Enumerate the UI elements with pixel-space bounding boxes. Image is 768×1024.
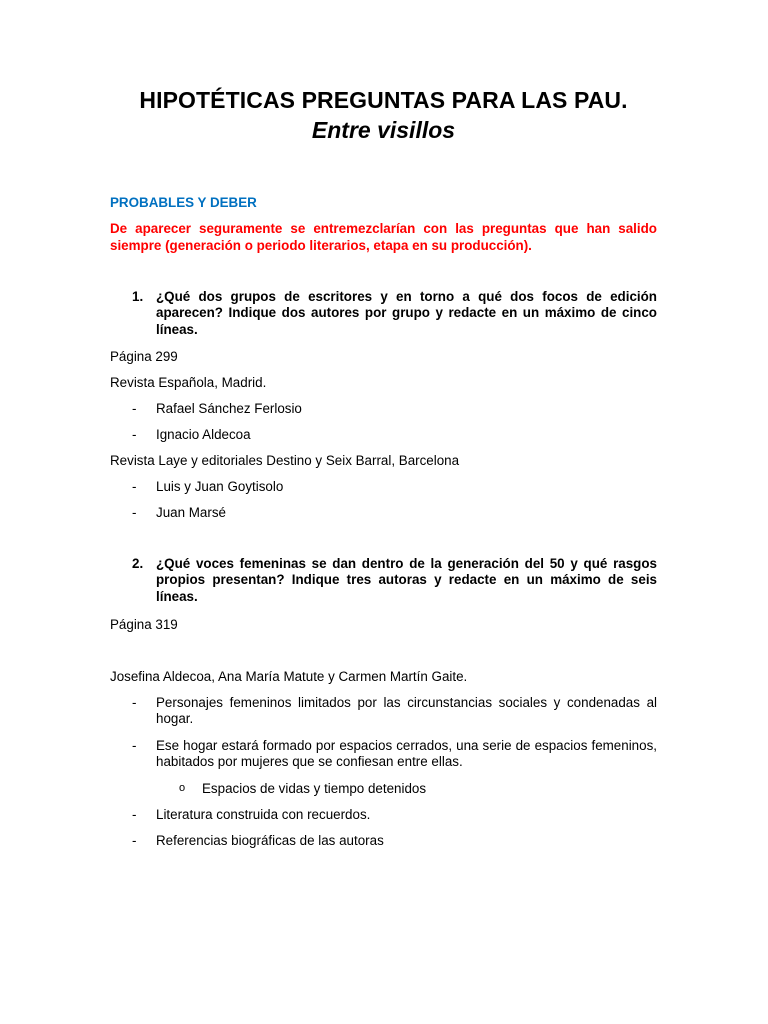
question-1 xyxy=(132,289,657,338)
list-item-text: Juan Marsé xyxy=(156,505,226,520)
list-item xyxy=(132,479,657,495)
bullet-dash: - xyxy=(132,695,137,710)
list-item xyxy=(132,807,657,823)
list-item-text: Referencias biográficas de las autoras xyxy=(156,833,384,848)
sub-list-item xyxy=(179,780,426,797)
list-item-text: Ignacio Aldecoa xyxy=(156,427,251,442)
document-subtitle: Entre visillos xyxy=(311,117,456,143)
list-item-text: Luis y Juan Goytisolo xyxy=(156,479,284,494)
list-item-text: Literatura construida con recuerdos. xyxy=(156,807,371,822)
question-number: 1. xyxy=(132,289,144,304)
warning-note: De aparecer seguramente se entremezclarían con las preguntas que han salido siempre (generación o periodo literarios, etapa en su producción). xyxy=(110,221,657,253)
list-item-text: Personajes femeninos limitados por las circunstancias sociales y condenadas al hogar. xyxy=(156,695,657,727)
question-number: 2. xyxy=(132,556,144,571)
group-heading: Revista Española, Madrid. xyxy=(110,375,267,390)
section-heading: PROBABLES Y DEBER xyxy=(110,195,257,210)
list-item xyxy=(132,505,657,521)
sub-list-item-text: Espacios de vidas y tiempo detenidos xyxy=(202,781,427,796)
list-item xyxy=(132,401,657,417)
question-2 xyxy=(132,556,657,605)
group-heading: Revista Laye y editoriales Destino y Seix Barral, Barcelona xyxy=(110,453,460,468)
bullet-dash: - xyxy=(132,427,137,442)
bullet-dash: - xyxy=(132,479,137,494)
authors-line: Josefina Aldecoa, Ana María Matute y Carmen Martín Gaite. xyxy=(110,669,468,684)
list-item xyxy=(132,427,657,443)
list-item xyxy=(132,833,657,849)
sub-bullet-circle: o xyxy=(179,782,186,794)
question-text: ¿Qué dos grupos de escritores y en torno a qué dos focos de edición aparecen? Indique dos autores por grupo y redacte en un máximo de cinco líneas. xyxy=(156,289,657,337)
list-item xyxy=(132,695,657,728)
bullet-dash: - xyxy=(132,807,137,822)
list-item-text: Ese hogar estará formado por espacios cerrados, una serie de espacios femeninos, habitados por mujeres que se confiesan entre ellas. xyxy=(156,738,657,770)
bullet-dash: - xyxy=(132,738,137,753)
bullet-dash: - xyxy=(132,833,137,848)
bullet-dash: - xyxy=(132,401,137,416)
question-text: ¿Qué voces femeninas se dan dentro de la generación del 50 y qué rasgos propios presentan? Indique tres autoras y redacte en un máximo de seis líneas. xyxy=(156,556,657,604)
page-reference: Página 299 xyxy=(110,349,178,364)
bullet-dash: - xyxy=(132,505,137,520)
document-title: HIPOTÉTICAS PREGUNTAS PARA LAS PAU. xyxy=(139,87,628,113)
list-item xyxy=(132,738,657,771)
page-reference: Página 319 xyxy=(110,617,178,632)
list-item-text: Rafael Sánchez Ferlosio xyxy=(156,401,302,416)
